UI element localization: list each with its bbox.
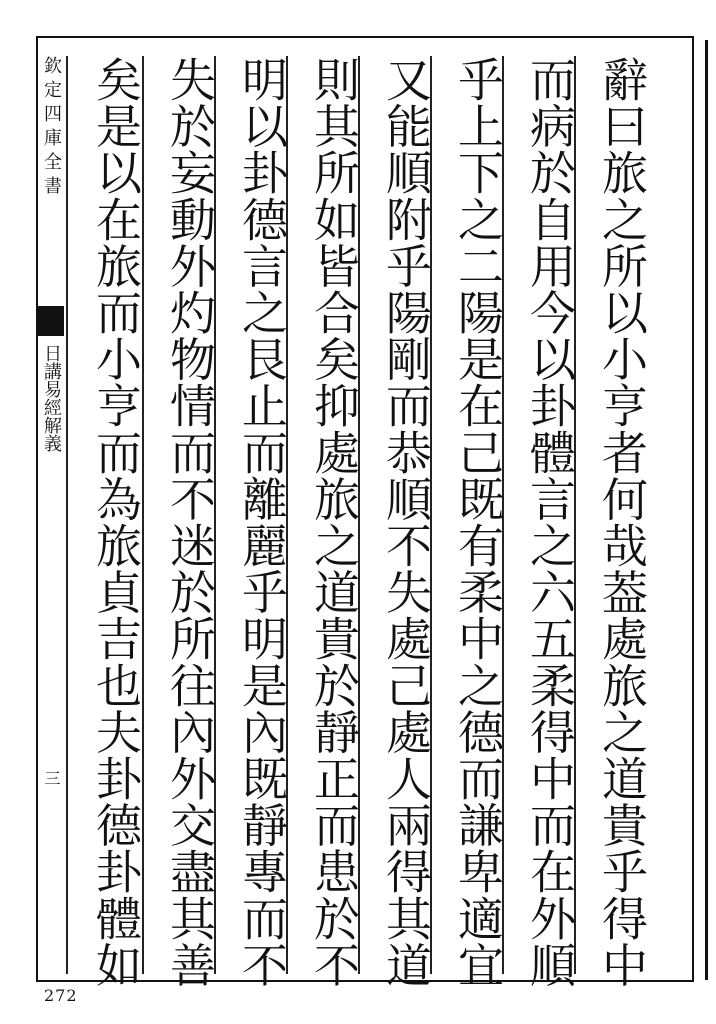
text-column-5: 則其所如皆合矣抑處旅之道貴於靜正而患於不 — [307, 56, 361, 988]
text-column-1: 辭曰旅之所以小亨者何哉葢處旅之道貴乎得中 — [595, 56, 649, 988]
text-column-7: 失於妄動外灼物情而不迷於所往內外交盡其善 — [163, 56, 217, 988]
margin-title: 日講易經解義 — [41, 344, 62, 452]
leaf-number: 三 — [42, 770, 61, 786]
text-column-8: 矣是以在旅而小亨而為旅貞吉也夫卦德卦體如 — [89, 56, 143, 988]
column-rule — [66, 56, 68, 974]
page-number: 272 — [44, 986, 78, 1005]
text-column-6: 明以卦德言之艮止而離麗乎明是內既靜專而不 — [235, 56, 289, 988]
margin-header: 欽定四庫全書 — [41, 56, 62, 200]
text-column-3: 乎上下之二陽是在己既有柔中之德而謙卑適宜 — [451, 56, 505, 988]
right-border-line — [705, 40, 708, 980]
text-column-2: 而病於自用今以卦體言之六五柔得中而在外順 — [523, 56, 577, 988]
text-column-4: 又能順附乎陽剛而恭順不失處己處人兩得其道 — [379, 56, 433, 988]
fishtail-mark — [38, 306, 64, 336]
